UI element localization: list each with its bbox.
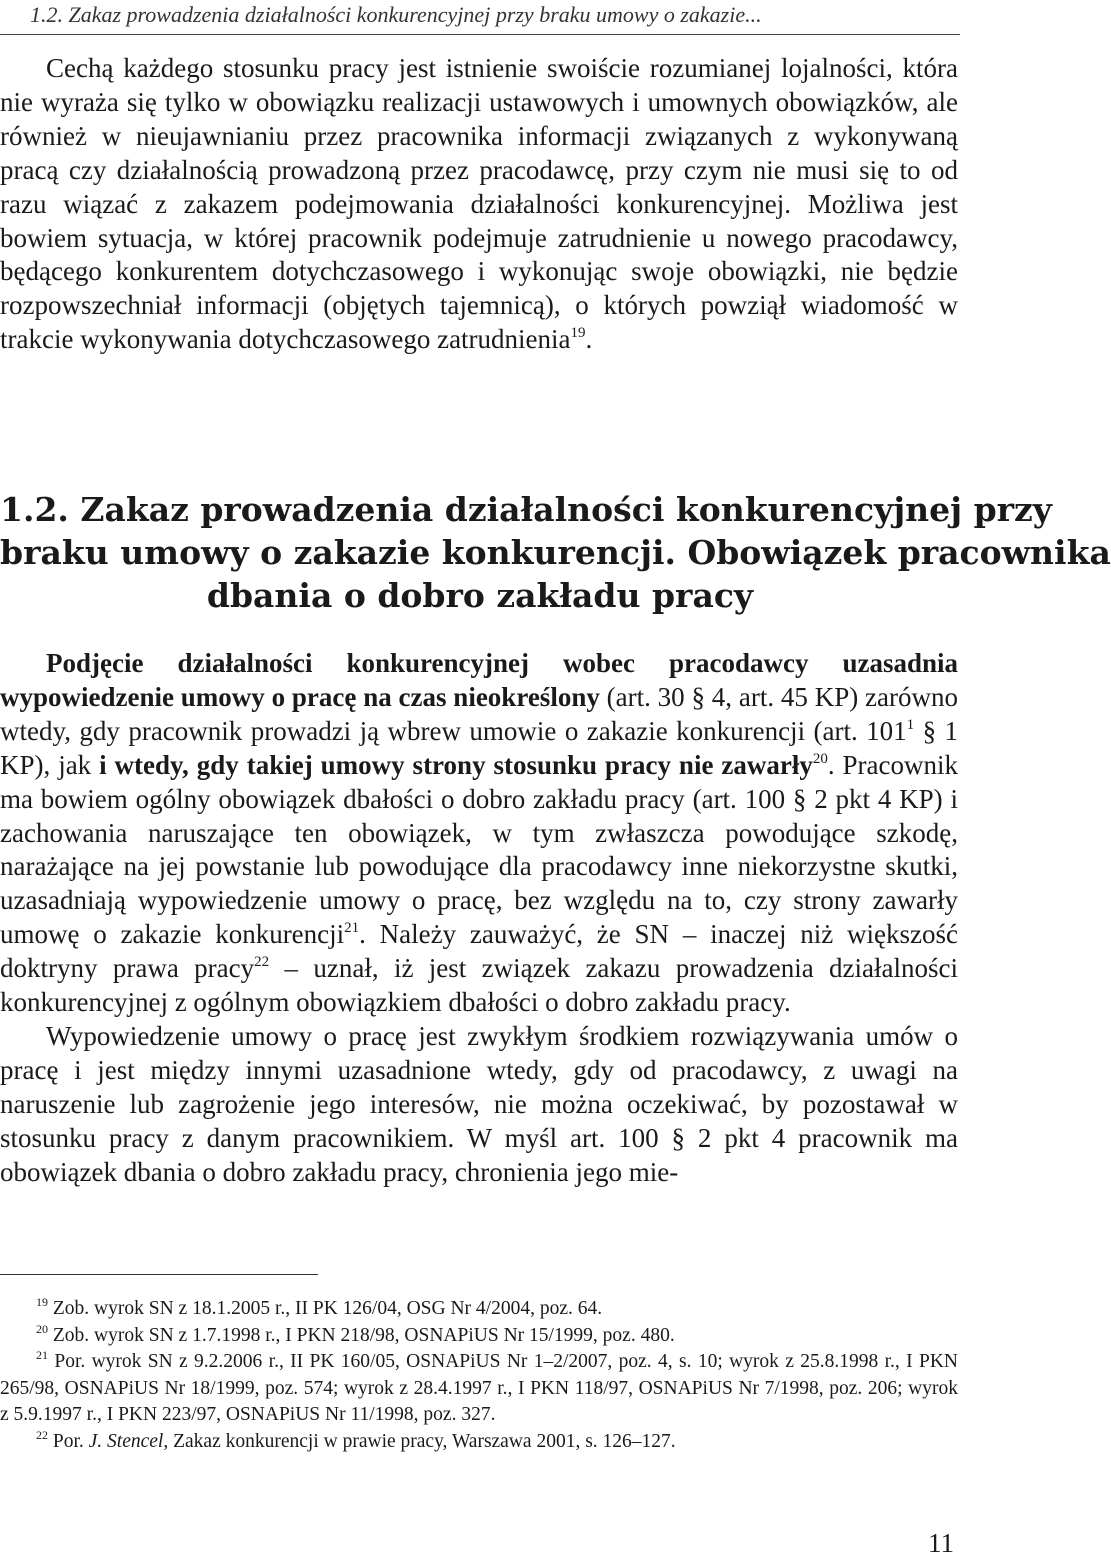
- section-title-line-3: dbania o dobro zakładu pracy: [206, 576, 754, 615]
- text-run: . Należy zauważyć, że SN – inaczej niż większość doktryny prawa pracy: [0, 919, 958, 984]
- footnote-text: Por.: [48, 1430, 89, 1452]
- intro-paragraph: [0, 52, 958, 357]
- footnote-number: 21: [36, 1348, 48, 1362]
- footnote-text: Zob. wyrok SN z 18.1.2005 r., II PK 126/04, OSG Nr 4/2004, poz. 64.: [48, 1298, 603, 1319]
- footnote-number: 20: [36, 1321, 48, 1336]
- superscript-1: 1: [906, 716, 915, 733]
- text-run: (art. 30 § 4, art. 45 KP) zarówno wtedy, gdy pracownik prowadzi ją wbrew umowie o zakazie konkurencji (art. 101: [0, 681, 958, 746]
- footnote-ref-20[interactable]: 20: [812, 750, 828, 767]
- footnote-ref-22[interactable]: 22: [254, 954, 270, 971]
- section-title-line-1: 1.2. Zakaz prowadzenia działalności konkurencyjnej przy: [0, 490, 1052, 529]
- footnote-text: Zob. wyrok SN z 1.7.1998 r., I PKN 218/98, OSNAPiUS Nr 15/1999, poz. 480.: [48, 1324, 675, 1346]
- section-title: [0, 488, 1111, 617]
- footnote-author: J. Stencel: [88, 1430, 164, 1452]
- footnote-ref-21[interactable]: 21: [344, 920, 360, 937]
- section-title-line-2: braku umowy o zakazie konkurencji. Obowiązek pracownika: [0, 533, 1111, 572]
- footnote-rule: [0, 1274, 318, 1275]
- footnote-text: Por. wyrok SN z 9.2.2006 r., II PK 160/05, OSNAPiUS Nr 1–2/2007, poz. 4, s. 10; wyrok z 25.8.1998 r., I PKN 265/98, OSNAPiUS Nr 18/1999, poz. 574; wyrok z 28.4.1997 r., I PKN 118/97, OSNAPiUS Nr 7/1998, poz. 206; wyrok z 5.9.1997 r., I PKN 223/97, OSNAPiUS Nr 11/1998, poz. 327.: [0, 1351, 958, 1425]
- running-header: 1.2. Zakaz prowadzenia działalności konkurencyjnej przy braku umowy o zakazie...: [30, 2, 762, 27]
- header-rule: [0, 34, 960, 35]
- main-section: [0, 647, 958, 1190]
- intro-end: .: [585, 324, 593, 355]
- intro-text: Cechą każdego stosunku pracy jest istnienie swoiście rozumianej lojalności, która nie wyraża się tylko w obowiązku realizacji ustawowych i umownych obowiązków, ale również w nieujawnianiu przez pracownika informacji związanych z wykonywaną pracą czy działalnością prowadzoną przez pracodawcę, przy czym nie musi się to od razu wiązać z zakazem podejmowania działalności konkurencyjnej. Możliwa jest bowiem sytuacja, w której pracownik podejmuje zatrudnienie u nowego pracodawcy, będącego konkurentem dotychczasowego i wykonując swoje obowiązki, nie będzie rozpowszechniał informacji (objętych tajemnicą), o których powziął wiadomość w trakcie wykonywania dotychczasowego zatrudnienia: [0, 53, 958, 355]
- page-number: 11: [928, 1528, 954, 1558]
- footnote-number: 19: [36, 1295, 48, 1309]
- footnote-text: , Zakaz konkurencji w prawie pracy, Warszawa 2001, s. 126–127.: [163, 1430, 676, 1452]
- footnote-21: [0, 1349, 958, 1429]
- footnote-22: [0, 1429, 958, 1456]
- bold-emphasis: i wtedy, gdy takiej umowy strony stosunku pracy nie zawarły: [99, 749, 813, 780]
- main-paragraph-2: Wypowiedzenie umowy o pracę jest zwykłym środkiem rozwiązywania umów o pracę i jest między innymi uzasadnione wtedy, gdy od pracodawcy, z uwagi na naruszenie lub zagrożenie jego interesów, nie można oczekiwać, by pozostawał w stosunku pracy z danym pracownikiem. W myśl art. 100 § 2 pkt 4 pracownik ma obowiązek dbania o dobro zakładu pracy, chronienia jego mie-: [0, 1020, 958, 1187]
- main-paragraph-1: [0, 647, 958, 1020]
- footnotes: [0, 1296, 958, 1455]
- text-run: – uznał, iż jest związek zakazu prowadzenia działalności konkurencyjnej z ogólnym obowiązkiem dbałości o dobro zakładu pracy.: [0, 953, 958, 1018]
- text-run: § 1 KP), jak: [0, 715, 958, 780]
- footnote-ref-19[interactable]: 19: [570, 325, 586, 342]
- footnote-20: [0, 1323, 958, 1350]
- footnote-19: [0, 1296, 958, 1323]
- intro-section: [0, 52, 958, 357]
- text-run: . Pracownik ma bowiem ogólny obowiązek dbałości o dobro zakładu pracy (art. 100 § 2 pkt 4 KP) i zachowania naruszające ten obowiązek, w tym zwłaszcza powodujące szkodę, narażające na jej powstanie lub powodujące dla pracodawcy inne niekorzystne skutki, uzasadniają wypowiedzenie umowy o pracę, bez względu na to, czy strony zawarły umowę o zakazie konkurencji: [0, 749, 959, 950]
- bold-thesis: Podjęcie działalności konkurencyjnej wobec pracodawcy uzasadnia wypowiedzenie umowy o pracę na czas nieokreślony: [0, 648, 958, 712]
- footnote-number: 22: [36, 1427, 48, 1442]
